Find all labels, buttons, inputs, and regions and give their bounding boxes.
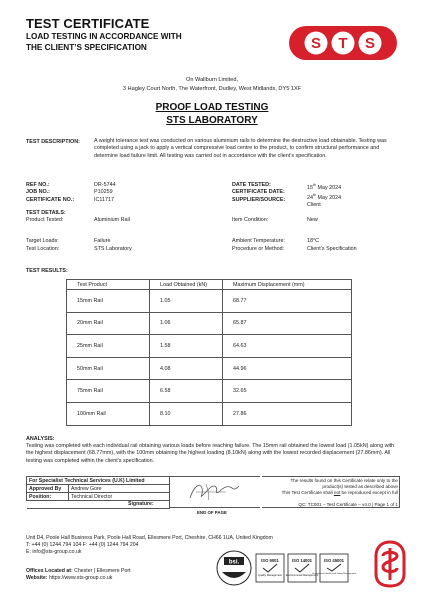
certificate-header [26,16,266,53]
row-product: 20mm Rail [67,312,150,335]
certification-badges [214,548,364,588]
table-row [67,290,352,313]
certificate-no-label: CERTIFICATE NO.: [26,196,75,203]
row-displacement: 27.86 [223,402,352,425]
signature-scribble [186,478,242,504]
ref-labels [26,182,74,204]
report-title-main: PROOF LOAD TESTING [155,102,269,113]
results-header-product: Test Product [67,280,150,290]
position-label: Position: [27,493,69,501]
offices-line: Offices Located at: Chester | Ellesmere Port [26,568,131,574]
job-value: P10259 [94,189,113,196]
row-displacement: 65.87 [223,312,352,335]
certificate-date-value: 24th May 2024 [307,193,342,201]
procedure-label: Procedure or Method: [232,245,285,252]
product-tested-value: Aluminium Rail [94,217,130,223]
client-address [0,76,424,94]
sts-footer-logo [373,540,407,588]
svg-text:Environmental Management: Environmental Management [285,574,319,577]
end-of-page: END OF PAGE [197,510,227,515]
row-load: 6.58 [150,380,223,403]
svg-text:ISO 9001: ISO 9001 [261,558,279,563]
signoff-org: For Specialist Technical Services (U.K) Limited [27,477,170,485]
row-product: 50mm Rail [67,357,150,380]
row-displacement: 44.96 [223,357,352,380]
bsi-mark: bsi. [228,559,240,566]
notice-line2: product(s) tested as described above [322,484,398,489]
ambient-temp-label: Ambient Temperature: [232,238,285,244]
row-load: 1.58 [150,335,223,358]
date-values [307,182,341,210]
target-loads-value: Failure [94,238,111,244]
results-header-load: Load Obtained (kN) [150,280,223,290]
table-row [67,357,352,380]
row-load: 1.06 [150,312,223,335]
qc-reference: QC: TC001 – Test Certificate – v4.0 | Page 1 of 1 [298,502,398,507]
ref-label: REF NO.: [26,182,50,188]
logo-letter-t: T [338,35,348,52]
procedure-value: Client’s Specification [307,245,357,252]
row-product: 15mm Rail [67,290,150,313]
svg-text:Occupational Health and Safety: Occupational Health and Safety Management [311,573,357,575]
svg-text:Quality Management: Quality Management [258,574,282,577]
target-loads-label: Target Loads: [26,238,59,244]
ref-value: DR-5744 [94,182,116,188]
iso-14001-badge [286,554,319,582]
iso-9001-badge [256,554,284,582]
test-location-label: Test Location: [26,245,60,252]
results-header-displacement: Maximum Displacement (mm) [223,280,352,290]
item-condition-value: New [307,217,318,223]
client-street: 3 Hagley Court North, The Waterfront, Dudley, West Midlands, DY5 1XF [122,86,302,92]
row-product: 100mm Rail [67,402,150,425]
supplier-label: SUPPLIER/SOURCE: [232,196,286,203]
certificate-date-label: CERTIFICATE DATE: [232,189,285,196]
footer-email[interactable]: E: info@sts-group.co.uk [26,549,82,555]
date-tested-label: DATE TESTED: [232,182,271,188]
client-name: On Wallburn Limited, [185,77,239,83]
table-row [67,380,352,403]
certificate-no-value: IC11717 [94,196,114,203]
certificate-title: TEST CERTIFICATE [26,16,150,31]
results-header-row [67,280,352,290]
footer-street: Unit D4, Poole Hall Business Park, Poole Hall Road, Ellesmere Port, Cheshire, CH66 1UA, United Kingdom [26,535,273,541]
website-line[interactable]: Website: https://www.sts-group.co.uk [26,575,113,581]
date-labels [232,182,285,204]
sts-logo [288,24,398,62]
certificate-subtitle-line2: THE CLIENT’S SPECIFICATION [26,43,147,52]
approved-by-value: Andrew Gore [69,485,170,493]
ref-values [94,182,116,204]
row-displacement: 68.77 [223,290,352,313]
report-title [0,101,424,127]
svg-text:ISO 14001: ISO 14001 [291,558,313,563]
certificate-notice [266,478,398,496]
row-load: 4.08 [150,357,223,380]
product-tested-label: Product Tested: [26,217,64,223]
row-product: 25mm Rail [67,335,150,358]
bsi-badge [217,551,251,585]
logo-letter-s2: S [364,35,376,52]
table-row [67,335,352,358]
table-row [67,402,352,425]
footer-offices [26,568,131,582]
test-results-label: TEST RESULTS: [26,268,68,274]
supplier-value: Client [307,202,321,209]
row-load: 1.05 [150,290,223,313]
table-row [67,312,352,335]
description-label: TEST DESCRIPTION: [26,139,80,145]
row-product: 75mm Rail [67,380,150,403]
job-label: JOB NO.: [26,189,50,196]
approved-by-label: Approved By [27,485,69,493]
signature-label: Signature: [128,501,154,507]
row-displacement: 64.63 [223,335,352,358]
position-value: Technical Director [69,493,170,501]
analysis-label: ANALYSIS: [26,436,55,442]
date-tested-value: 15th May 2024 [307,183,342,191]
row-load: 8.10 [150,402,223,425]
svg-text:ISO 45001: ISO 45001 [323,558,345,563]
description-text: A weight tolerance test was conducted on various aluminium rails to determine the destructive load obtainable. Testing was completed using a jack to apply a vertical compressive load centre to the product, to confirm structural performance and determine load failure limit. All testing was carried out in accordance with the client’s specification. [94,138,387,159]
logo-letter-s1: S [310,35,322,52]
item-condition-label: Item Condition: [232,217,269,223]
footer-phone: T: +44 (0) 1244 794 104 F: +44 (0) 1244 794 204 [26,542,139,548]
test-details-label: TEST DETAILS: [26,210,66,216]
ambient-temp-value: 18°C [307,238,320,244]
report-title-sub: STS LABORATORY [166,115,258,126]
iso-45001-badge [312,554,357,582]
certificate-subtitle-line1: LOAD TESTING IN ACCORDANCE WITH [26,32,182,41]
row-displacement: 32.65 [223,380,352,403]
test-location-value: STS Laboratory [94,245,132,252]
notice-line3: This Test Certificate shall not be reproduced except in full [281,490,398,495]
results-table [66,279,352,426]
notice-line1: The results found on this Certificate relate only to the [290,478,398,483]
analysis-text: Testing was completed with each individual rail obtaining various loads before reaching failure. The 15mm rail obtained the lowest load (1.05kN) along with the highest displacement (68.77mm), with the 100mm obtaining the highest loading (8.10kN) along with the lowest recorded displacement (27.86mm). All testing was completed within the client’s specification. [26,443,395,464]
